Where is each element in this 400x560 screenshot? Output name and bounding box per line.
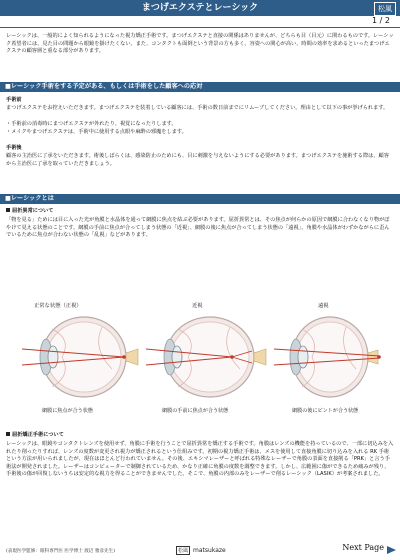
section-heading-patients: ■レーシック手術をする予定がある、もしくは手術をした顧客への応対 (0, 82, 400, 92)
header-rule (0, 27, 400, 28)
brand-logo: 松風 (374, 2, 396, 16)
eye-hyperopia-caption: 網膜の後にピントが合う状態 (292, 408, 359, 414)
eye-myopia-icon (146, 317, 266, 397)
footer-logo-text: matsukaze (193, 547, 226, 554)
footer-logo (176, 546, 226, 555)
correction-body: レーシックは、眼鏡やコンタクトレンズを使用せず、角膜に手術を行うことで屈折異常を矯正する手術です。角膜はレンズの機能を持っているので、一部に切込みを入れたり削ったりすれば、レンズの度数が変更され視力が矯正されるという仕組みです。初期の視力矯正手術は、メスを使用して直接角膜に切り込みを入れる RK 手術という方法が用いられましたが、現在はほとんど行われていません。その後、エキシマレーザーと呼ばれる特殊なレーザーで角膜の表面を直接削る「PRK」と言う手術法が開発されました。レーザーはコンピューターで制御されているため、かなり正確に角膜の度数を調整できます。しかし、広範囲に傷ができるため痛みが残り、手術後の傷が回復しないうちは安定的な視力を得ることができませんでした。そこで、角膜の内部のみをレーザーで削るレーシック（LASIK）が考案されました。 (6, 441, 394, 478)
pre-surgery-body: まつげエクステをお控えいただきます。まつげエクステを装着している顧客には、手術の数日前までにリムーブしてください。理由として以下の事が挙げられます。 (6, 105, 389, 111)
header-bar (0, 0, 400, 16)
intro-paragraph: レーシックは、一般的によく知られるようになった視力矯正手術です。まつげエクステと直接の関係はありませんが、どちらも目（目元）に関わるものです。レーシック希望者には、見た目の問題から眼鏡を掛けたくない、また、コンタクトも面倒という背景の方も多く、容姿への関心が高い、時間の効率を求めるといったまつげエクステの顧客層と重なる部分があります。 (6, 33, 394, 55)
post-surgery-body: 顧客の主治医に了承をいただきます。術後しばらくは、感染防止のためにも、目に刺激を与えないようにする必要があります。まつげエクステを施術する際は、顧客から主治医に了承を取っていただきましょう。 (6, 153, 389, 167)
pre-surgery-title: 手術前 (6, 97, 22, 103)
eye-hyperopia-title: 遠視 (318, 303, 329, 309)
correction-subheading-text: 屈折矯正手術について (12, 432, 64, 438)
page-number: 1 / 2 (372, 16, 390, 25)
eye-hyperopia-icon (274, 317, 381, 397)
eye-myopia-caption: 網膜の手前に焦点が合う状態 (162, 408, 229, 414)
refraction-subheading-text: 屈折異常について (12, 208, 54, 214)
eye-diagram (22, 301, 382, 423)
eye-normal-title: 正常な状態（正視） (34, 303, 82, 309)
eye-myopia-title: 近視 (192, 303, 203, 309)
eye-diagram-svg (22, 309, 382, 417)
eye-normal-caption: 網膜に焦点が合う状態 (42, 408, 93, 414)
refraction-subheading (6, 208, 394, 216)
refraction-body: 「物を見る」ためには目に入った光が角膜と水晶体を通って網膜に焦点を結ぶ必要があります。屈折異常とは、その焦点が何らかの原因で網膜に合わなくなり物がぼやけて見える状態のことです。網膜の手前に焦点が合ってしまう状態の「近視」、網膜の後に焦点が合ってしまう状態の「遠視」、角膜や水晶体がわずかながらに歪んでいるために焦点が合わない状態の「乱視」などがあります。 (6, 217, 390, 239)
square-bullet-icon (6, 432, 10, 436)
page-title: まつげエクステとレーシック (141, 3, 259, 13)
eye-normal-icon (22, 317, 138, 397)
pre-surgery-item-1: ・手術前の消毒時にまつげエクステが外れたり、視覚になったりします。 (6, 121, 177, 127)
next-page-link[interactable]: Next Page (342, 543, 384, 552)
footer-credit: (表現医学監修：眼科専門医 医学博士 渡辺 雅彦先生) (6, 549, 116, 554)
footer-logo-mark: 松風 (178, 548, 189, 554)
correction-subheading (6, 432, 394, 440)
pre-surgery-item-2: ・メイクやまつげエクステは、手術中に使用する点眼や麻酔の邪魔をします。 (6, 129, 187, 135)
next-arrow-icon[interactable] (387, 546, 396, 554)
square-bullet-icon (6, 208, 10, 212)
post-surgery-title: 手術後 (6, 145, 22, 151)
section-heading-lasik: ■レーシックとは (0, 194, 400, 204)
